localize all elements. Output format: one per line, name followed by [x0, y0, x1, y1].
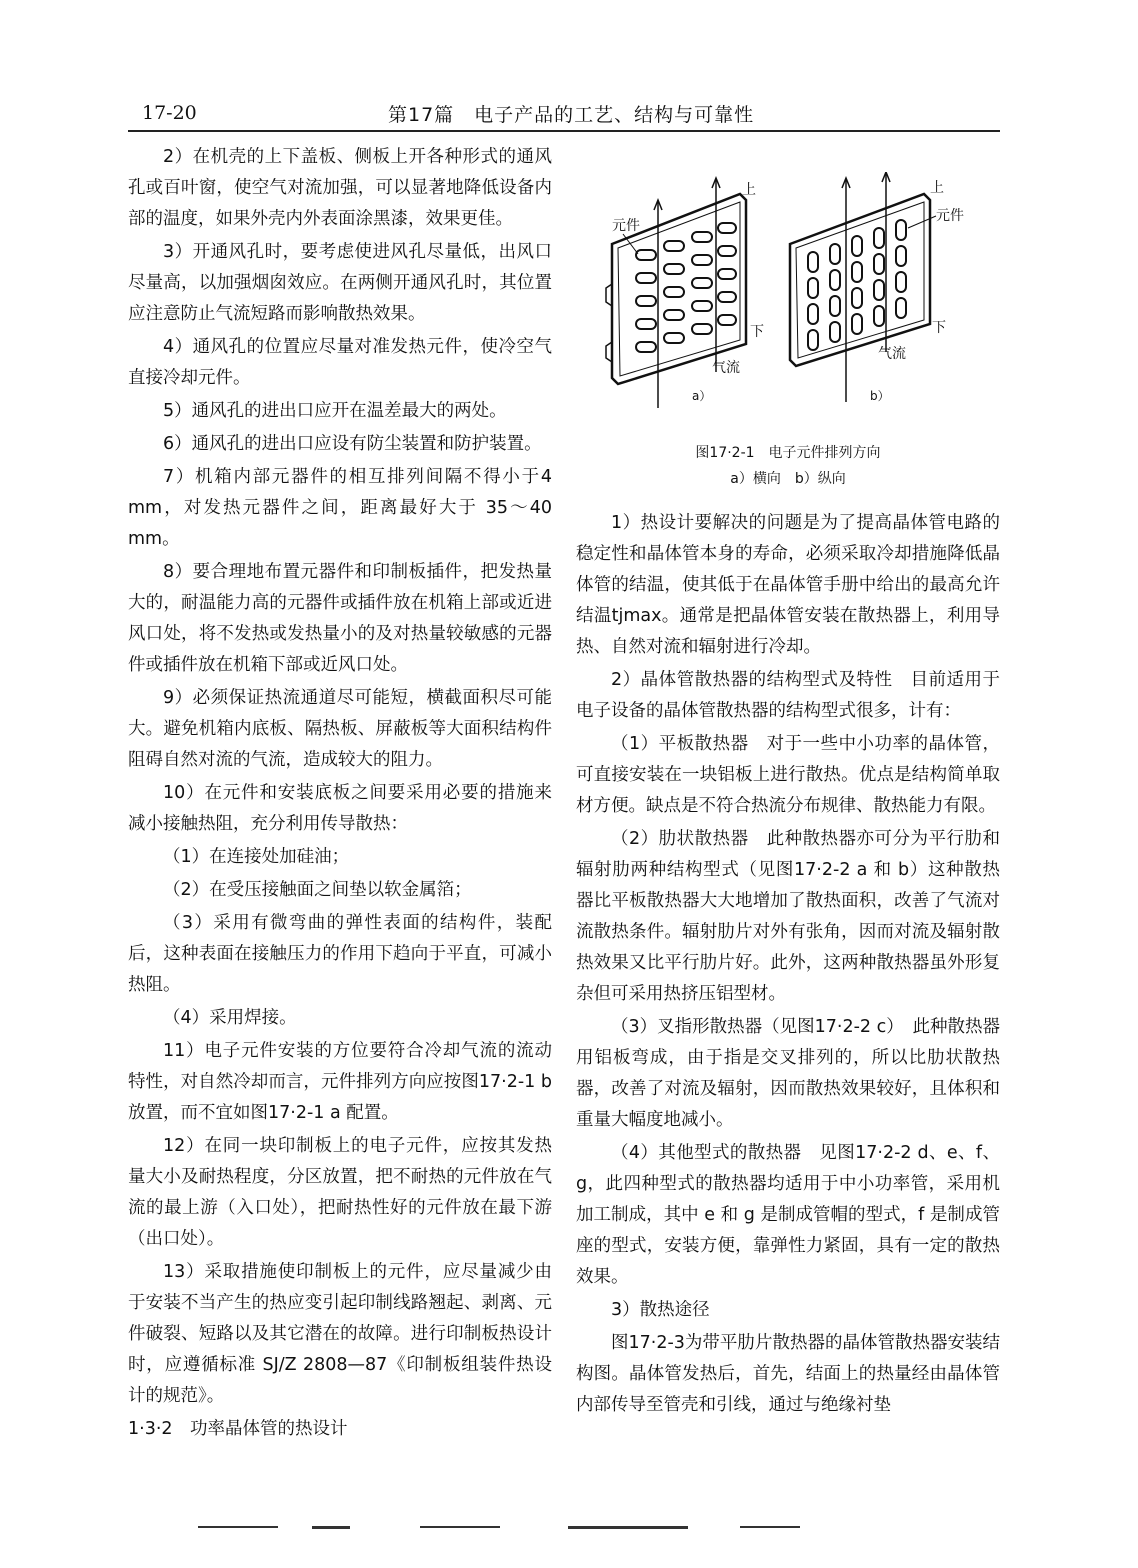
label-airflow-b: 气流: [878, 346, 906, 362]
list-item: （2）在受压接触面之间垫以软金属箔；: [163, 880, 472, 900]
page-header: [130, 100, 1000, 130]
paragraph: 6）通风孔的进出口应设有防尘装置和防护装置。: [163, 434, 542, 454]
figure-caption: [576, 440, 1000, 492]
label-down-b: 下: [932, 320, 946, 336]
label-up-a: 上: [742, 182, 756, 198]
paragraph: 图17·2-3为带平肋片散热器的晶体管散热器安装结构图。晶体管发热后，首先，结面上的热量经由晶体管内部传导至管壳和引线，通过与绝缘衬垫: [576, 1333, 1000, 1415]
list-item: （1）在连接处加硅油；: [163, 847, 350, 867]
paragraph: （1）平板散热器 对于一些中小功率的晶体管，可直接安装在一块铝板上进行散热。优点是结构简单取材方便。缺点是不符合热流分布规律、散热能力有限。: [576, 734, 1000, 816]
paragraph: 12）在同一块印制板上的电子元件，应按其发热量大小及耐热程度，分区放置，把不耐热的元件放在气流的最上游（入口处），把耐热性好的元件放在最下游（出口处）。: [128, 1136, 552, 1249]
paragraph: 2）晶体管散热器的结构型式及特性 目前适用于电子设备的晶体管散热器的结构型式很多，计有：: [576, 670, 1000, 721]
header-rule: [128, 130, 1000, 132]
paragraph: 4）通风孔的位置应尽量对准发热元件，使冷空气直接冷却元件。: [128, 337, 552, 388]
caption-subtitle: a）横向 b）纵向: [730, 471, 846, 487]
label-down-a: 下: [750, 324, 764, 340]
board-b-diagram: [790, 172, 964, 403]
paragraph: 2）在机壳的上下盖板、侧板上开各种形式的通风孔或百叶窗，使空气对流加强，可以显著地降低设备内部的温度，如果外壳内外表面涂黑漆，效果更佳。: [128, 147, 552, 229]
figure-component-arrangement: [590, 172, 1000, 412]
scan-artifact: [198, 1526, 278, 1528]
paragraph: 13）采取措施使印制板上的元件，应尽量减少由于安装不当产生的热应变引起印制线路翘起、剥离、元件破裂、短路以及其它潜在的故障。进行印制板热设计时，应遵循标准 SJ/Z 2808—87《印制板组装件热设计的规范》。: [128, 1262, 552, 1406]
left-column: [128, 142, 552, 1447]
paragraph: 5）通风孔的进出口应开在温差最大的两处。: [163, 401, 507, 421]
paragraph: （3）叉指形散热器（见图17·2-2 c） 此种散热器用铝板弯成，由于指是交叉排列的，所以比肋状散热器，改善了对流及辐射，因而散热效果较好，且体积和重量大幅度地减小。: [576, 1017, 1000, 1130]
paragraph: 8）要合理地布置元器件和印制板插件，把发热量大的，耐温能力高的元器件或插件放在机箱上部或近进风口处，将不发热或发热量小的及对热量较敏感的元器件或插件放在机箱下部或近风口处。: [128, 562, 552, 675]
list-item: （3）采用有微弯曲的弹性表面的结构件，装配后，这种表面在接触压力的作用下趋向于平直，可减小热阻。: [128, 913, 552, 995]
paragraph: 3）开通风孔时，要考虑使进风孔尽量低，出风口尽量高，以加强烟囱效应。在两侧开通风孔时，其位置应注意防止气流短路而影响散热效果。: [128, 242, 552, 324]
scan-artifact: [312, 1526, 350, 1529]
list-item: （4）采用焊接。: [163, 1008, 297, 1028]
horizontal-components: [636, 223, 736, 352]
subsection-heading: 3）散热途径: [611, 1300, 710, 1320]
paragraph: （4）其他型式的散热器 见图17·2-2 d、e、f、g，此四种型式的散热器均适用于中小功率管，采用机加工制成，其中 e 和 g 是制成管帽的型式，f 是制成管座的型式，安装方便，靠弹性力紧固，具有一定的散热效果。: [576, 1143, 1000, 1287]
label-component-a: 元件: [612, 218, 640, 234]
caption-title: 图17·2-1 电子元件排列方向: [695, 445, 881, 461]
board-a-diagram: [606, 178, 764, 408]
subfigure-label-a: a）: [692, 389, 712, 403]
section-heading: 1·3·2 功率晶体管的热设计: [128, 1419, 348, 1439]
paragraph: 10）在元件和安装底板之间要采用必要的措施来减小接触热阻，充分利用传导散热：: [128, 783, 552, 834]
paragraph: 9）必须保证热流通道尽可能短，横截面积尽可能大。避免机箱内底板、隔热板、屏蔽板等大面积结构件阻碍自然对流的气流，造成较大的阻力。: [128, 688, 552, 770]
scan-artifact: [420, 1526, 500, 1528]
airflow-arrows-b: [842, 172, 890, 402]
running-title: 第17篇 电子产品的工艺、结构与可靠性: [388, 104, 755, 126]
paragraph: （2）肋状散热器 此种散热器亦可分为平行肋和辐射肋两种结构型式（见图17·2-2 a 和 b）这种散热器比平板散热器大大地增加了散热面积，改善了气流对流散热条件。辐射肋片对外有张角，因而对流及辐射散热效果又比平行肋片好。此外，这两种散热器虽外形复杂但可采用热挤压铝型材。: [576, 829, 1000, 1004]
right-column: [576, 508, 1000, 1423]
vertical-components: [808, 220, 906, 350]
scan-artifact: [568, 1526, 688, 1529]
scan-artifact: [740, 1526, 800, 1528]
paragraph: 1）热设计要解决的问题是为了提高晶体管电路的稳定性和晶体管本身的寿命，必须采取冷却措施降低晶体管的结温，使其低于在晶体管手册中给出的最高允许结温tjmax。通常是把晶体管安装在散热器上，利用导热、自然对流和辐射进行冷却。: [576, 513, 1000, 657]
label-airflow-a: 气流: [712, 360, 740, 376]
subfigure-label-b: b）: [870, 389, 890, 403]
page-number: 17-20: [142, 102, 197, 124]
label-component-b: 元件: [936, 208, 964, 224]
label-up-b: 上: [930, 180, 944, 196]
paragraph: 11）电子元件安装的方位要符合冷却气流的流动特性，对自然冷却而言，元件排列方向应按图17·2-1 b 放置，而不宜如图17·2-1 a 配置。: [128, 1041, 552, 1123]
paragraph: 7）机箱内部元器件的相互排列间隔不得小于4 mm，对发热元器件之间，距离最好大于 35～40 mm。: [128, 467, 552, 549]
